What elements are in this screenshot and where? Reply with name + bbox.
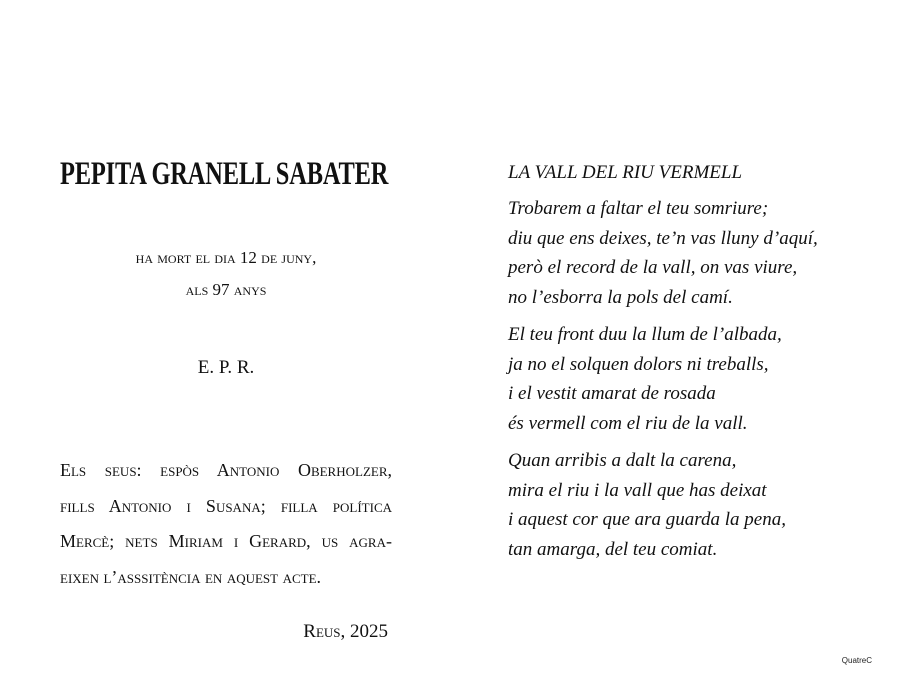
poem-verse: Quan arribis a dalt la carena, (508, 450, 737, 471)
poem-verse: ja no el solquen dolors ni treballs, (508, 353, 769, 375)
poem-verse: i aquest cor que ara guarda la pena, (508, 509, 786, 530)
family-line: Mercè; nets Miriam i Gerard, us agra- (60, 531, 392, 551)
poem-verse: El teu front duu la llum de l’albada, (508, 324, 782, 345)
family-line: Els seus: espòs Antonio Oberholzer, (60, 460, 392, 480)
poem-verse: Trobarem a faltar el teu somriure; (508, 198, 769, 219)
obituary-panel (60, 150, 392, 647)
poem-stanza-1 (508, 194, 868, 312)
poem-verse: és vermell com el riu de la vall. (508, 412, 748, 434)
poem-verse: però el record de la vall, on vas viure, (508, 257, 798, 278)
family-line: eixen l’asssitència en aquest acte. (60, 566, 322, 587)
poem-stanza-3 (508, 446, 868, 564)
poem-verse: i el vestit amarat de rosada (508, 383, 716, 404)
poem-verse: mira el riu i la vall que has deixat (508, 479, 767, 501)
deceased-name: PEPITA GRANELL SABATER (60, 156, 389, 192)
family-acknowledgement (60, 453, 392, 595)
family-line: fills Antonio i Susana; filla política (60, 495, 392, 516)
poem-verse: diu que ens deixes, te’n vas lluny d’aquí, (508, 227, 818, 249)
poem-panel (508, 158, 868, 564)
poem-verse: tan amarga, del teu comiat. (508, 538, 718, 560)
death-notice-date: ha mort el dia 12 de juny, (135, 248, 317, 267)
printer-credit: QuatreC (841, 656, 872, 665)
poem-verse: no l’esborra la pols del camí. (508, 286, 733, 308)
place-and-year: Reus, 2025 (303, 621, 388, 642)
poem-stanza-2 (508, 320, 868, 438)
death-notice (60, 242, 392, 306)
death-notice-age: als 97 anys (185, 280, 267, 299)
poem-title: LA VALL DEL RIU VERMELL (508, 162, 743, 183)
rip-initials: E. P. R. (197, 357, 255, 378)
